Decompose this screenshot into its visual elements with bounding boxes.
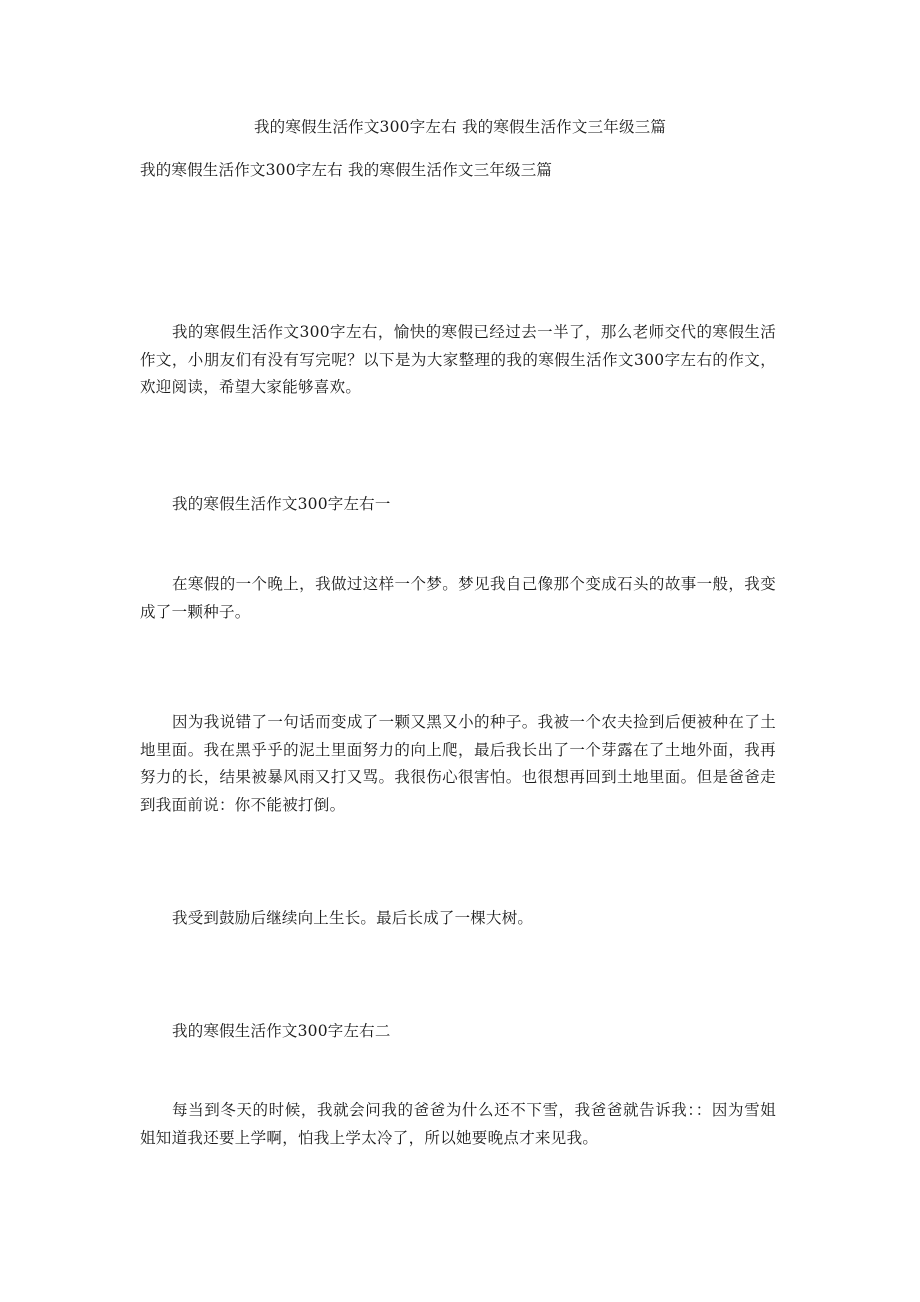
essay-1-paragraph-3: 我受到鼓励后继续向上生长。最后长成了一棵大树。	[172, 909, 534, 927]
document-title: 我的寒假生活作文300字左右 我的寒假生活作文三年级三篇	[253, 118, 667, 136]
essay-1-heading: 我的寒假生活作文300字左右一	[172, 495, 391, 513]
essay-1-paragraph-1: 在寒假的一个晚上，我做过这样一个梦。梦见我自己像那个变成石头的故事一般，我变成了一颗种子。	[140, 575, 776, 621]
document-subtitle: 我的寒假生活作文300字左右 我的寒假生活作文三年级三篇	[140, 161, 553, 179]
essay-1-paragraph-2: 因为我说错了一句话而变成了一颗又黑又小的种子。我被一个农夫捡到后便被种在了土地里面。我在黑乎乎的泥土里面努力的向上爬，最后我长出了一个芽露在了土地外面，我再努力的长，结果被暴风雨又打又骂。我很伤心很害怕。也很想再回到土地里面。但是爸爸走到我面前说：你不能被打倒。	[140, 713, 776, 814]
essay-2-paragraph-1: 每当到冬天的时候，我就会问我的爸爸为什么还不下雪，我爸爸就告诉我：：因为雪姐姐知道我还要上学啊，怕我上学太冷了，所以她要晚点才来见我。	[140, 1101, 776, 1147]
intro-paragraph: 我的寒假生活作文300字左右，愉快的寒假已经过去一半了，那么老师交代的寒假生活作文，小朋友们有没有写完呢？以下是为大家整理的我的寒假生活作文300字左右的作文，欢迎阅读，希望大家能够喜欢。	[140, 323, 776, 396]
essay-2-heading: 我的寒假生活作文300字左右二	[172, 1022, 391, 1040]
